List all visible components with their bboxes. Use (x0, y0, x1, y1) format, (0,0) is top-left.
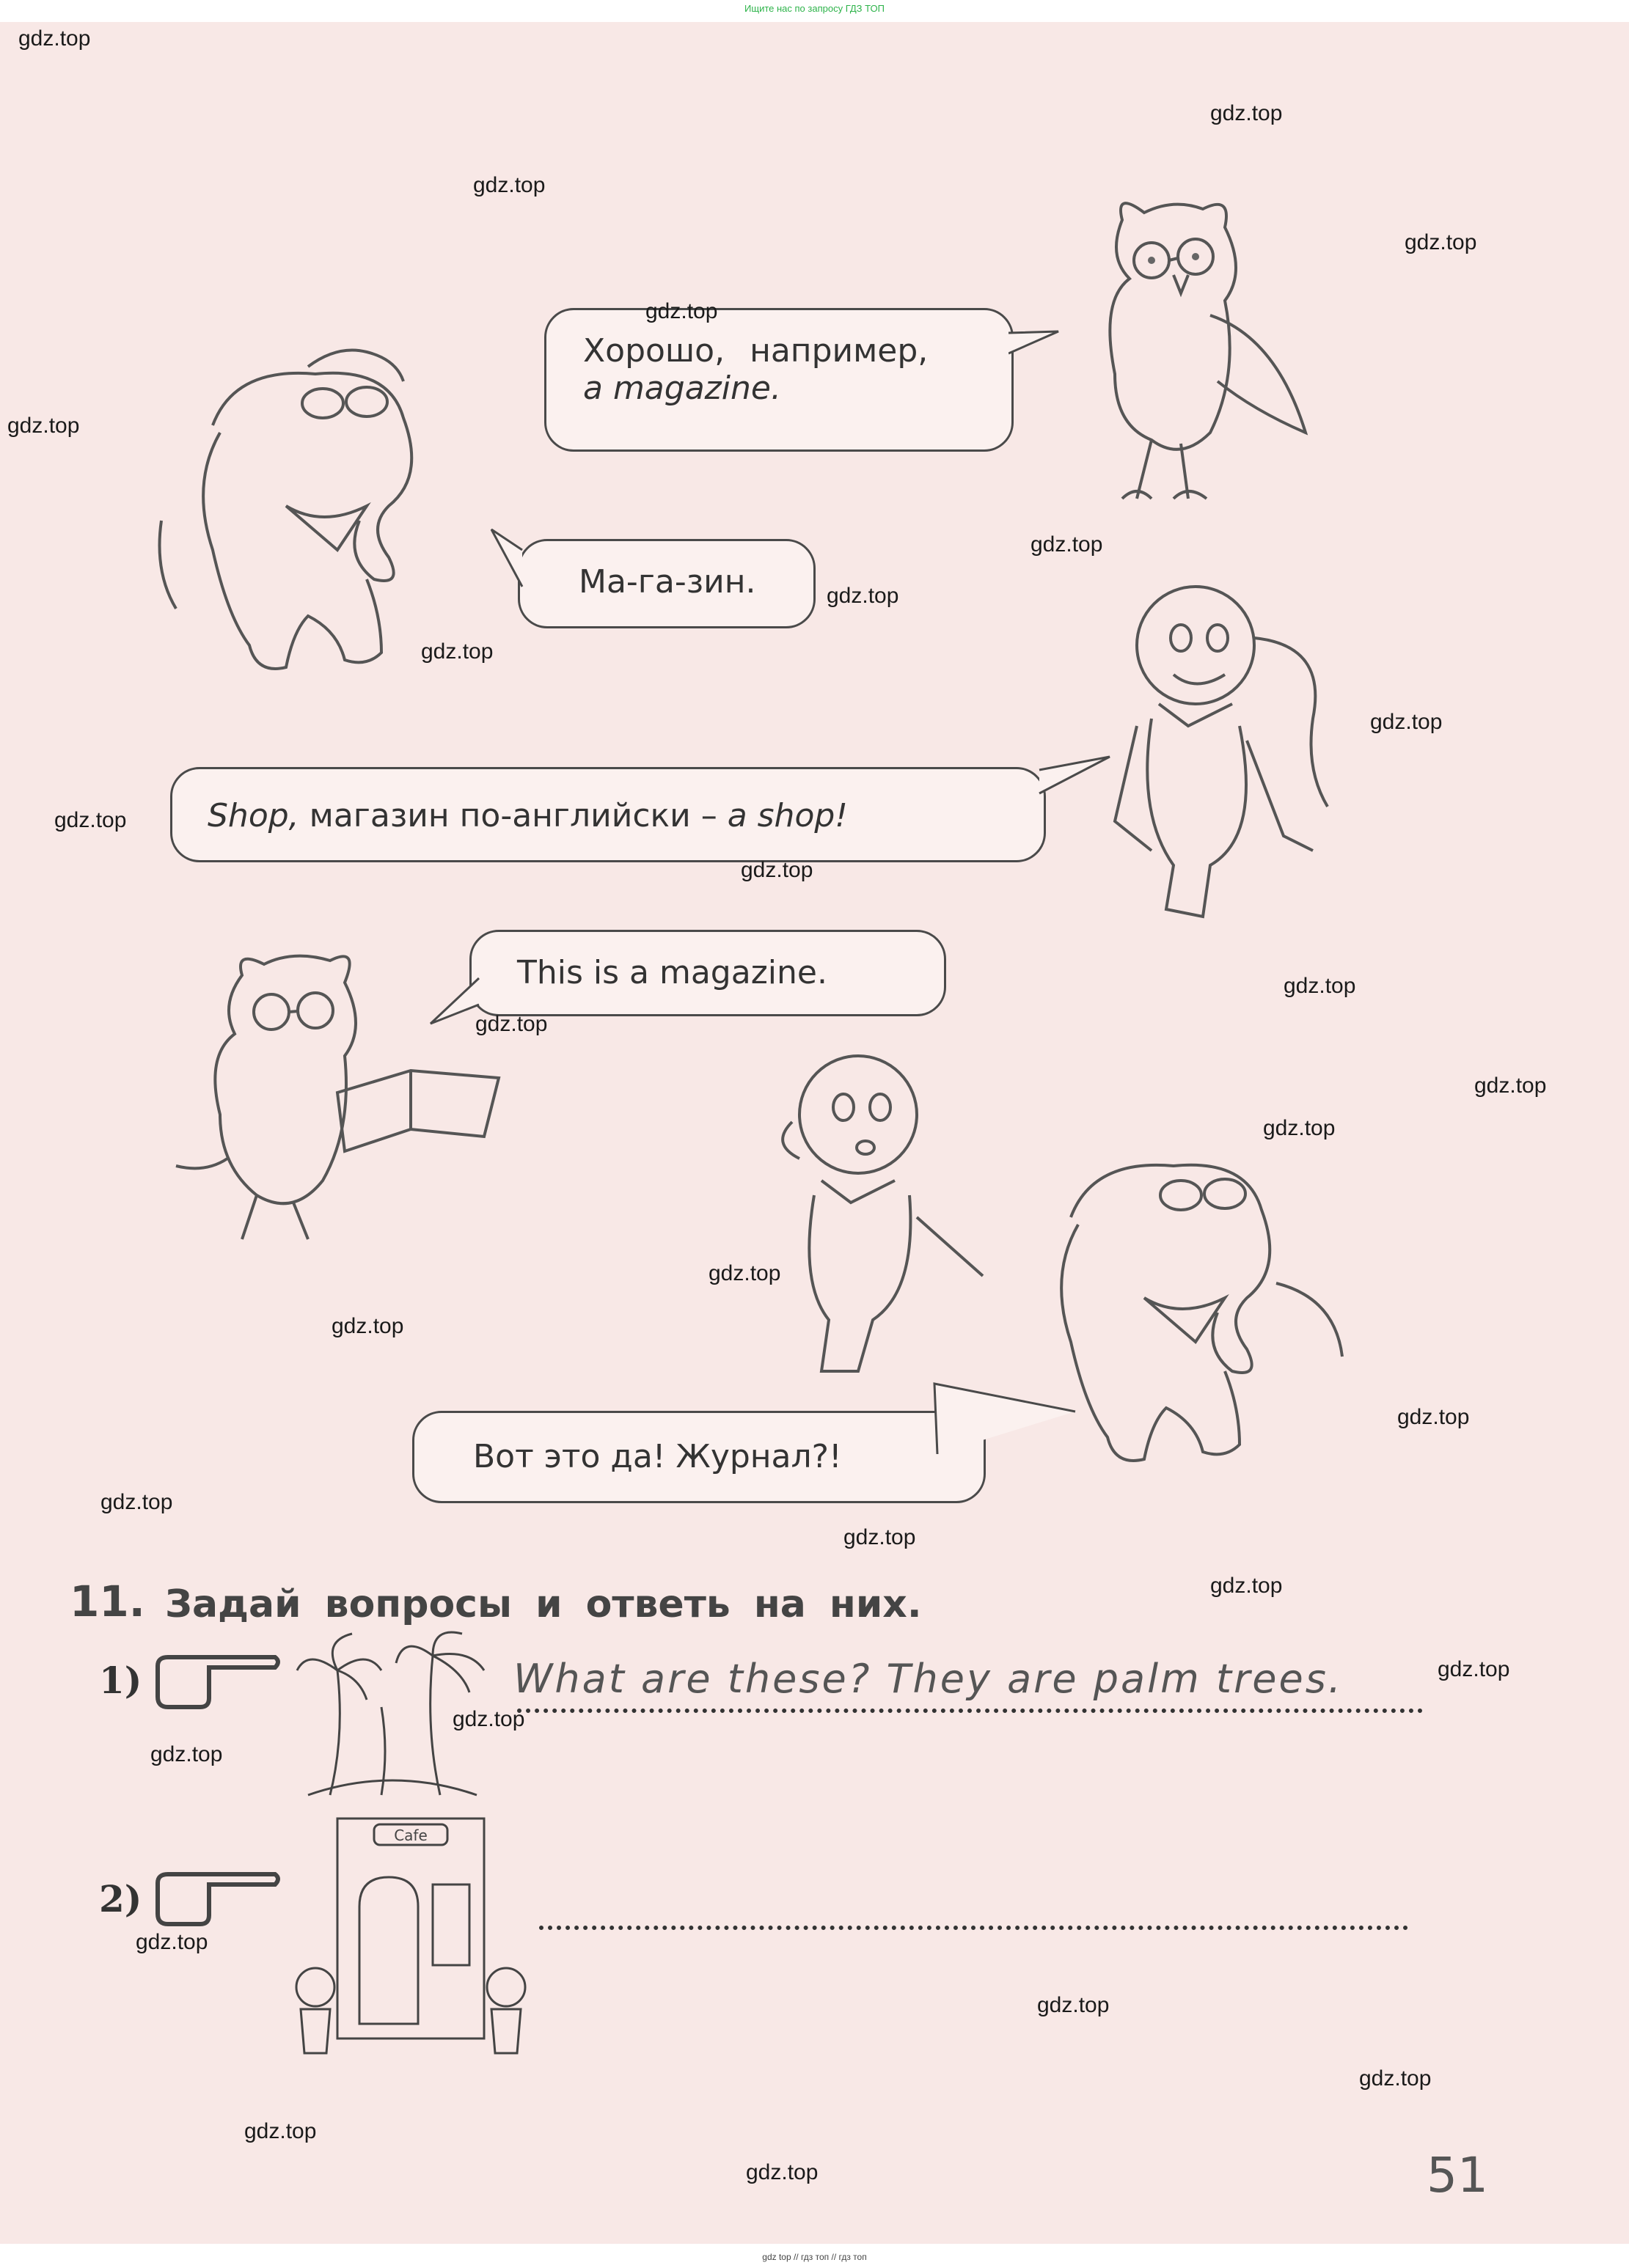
watermark: gdz.top (1405, 230, 1477, 254)
item-2-number: 2) (99, 1877, 142, 1920)
watermark: gdz.top (1210, 101, 1283, 125)
watermark: gdz.top (1438, 1657, 1510, 1681)
elephant-bubble-tail (490, 528, 524, 594)
monkey-line (208, 797, 1044, 834)
watermark: gdz.top (100, 1490, 173, 1514)
owl-book-speech-bubble (469, 930, 946, 1016)
elephant-speech-bubble (518, 539, 816, 628)
watermark: gdz.top (54, 808, 127, 832)
task-number: 11. (70, 1577, 145, 1626)
textbook-page (0, 22, 1629, 2244)
top-note: Ищите нас по запросу ГДЗ ТОП (744, 3, 885, 14)
watermark: gdz.top (7, 414, 80, 438)
owl-with-glasses-illustration (1071, 191, 1320, 543)
watermark: gdz.top (1263, 1116, 1336, 1140)
watermark: gdz.top (645, 299, 718, 323)
elephant-line: Ма-га-зин. (579, 563, 756, 601)
watermark: gdz.top (1397, 1405, 1470, 1429)
watermark: gdz.top (1031, 532, 1103, 557)
item-1-answer-line (517, 1709, 1423, 1713)
watermark: gdz.top (746, 2160, 819, 2184)
watermark: gdz.top (1210, 1574, 1283, 1598)
watermark: gdz.top (136, 1930, 208, 1954)
owl-bubble-tail (1008, 329, 1060, 358)
item-2-answer-line (539, 1926, 1408, 1930)
pointing-hand-icon (150, 1651, 282, 1710)
watermark: gdz.top (475, 1012, 548, 1036)
watermark: gdz.top (473, 173, 546, 197)
monkey-with-scarf-illustration (1093, 572, 1342, 953)
watermark: gdz.top (1474, 1074, 1547, 1098)
monkey-word-shop: Shop, (208, 797, 299, 834)
monkey-russian: магазин по-английски – (299, 797, 728, 834)
owl-speech-bubble (544, 308, 1014, 452)
monkey-word-a-shop: a shop! (727, 797, 848, 834)
surprise-speech-bubble (412, 1411, 986, 1503)
watermark: gdz.top (827, 584, 899, 608)
surprise-line: Вот это да! Журнал?! (473, 1438, 842, 1475)
monkey-bubble-tail (1038, 755, 1111, 799)
task-instruction: Задай вопросы и ответь на них. (165, 1582, 922, 1626)
owl-line-1: Хорошо, например, (583, 332, 929, 370)
watermark: gdz.top (150, 1742, 223, 1766)
watermark: gdz.top (453, 1707, 525, 1731)
pointing-hand-icon (150, 1868, 282, 1927)
cafe-picture (293, 1811, 528, 2060)
watermark: gdz.top (1370, 710, 1443, 734)
cafe-sign: Cafe (394, 1827, 428, 1844)
monkey-speech-bubble (170, 767, 1046, 862)
watermark: gdz.top (709, 1261, 781, 1285)
watermark: gdz.top (244, 2119, 317, 2143)
item-1-number: 1) (99, 1659, 142, 1702)
watermark: gdz.top (843, 1525, 916, 1549)
watermark: gdz.top (1284, 974, 1356, 998)
owl-book-line: This is a magazine. (517, 954, 827, 991)
watermark: gdz.top (332, 1314, 404, 1338)
page-number: 51 (1427, 2147, 1488, 2203)
watermark: gdz.top (1359, 2066, 1432, 2091)
owl-line-2: a magazine. (583, 370, 781, 407)
watermark: gdz.top (18, 26, 91, 51)
watermark: gdz.top (421, 639, 494, 664)
surprise-bubble-tail (931, 1382, 1078, 1456)
owl-reading-book-illustration (161, 946, 506, 1269)
watermark: gdz.top (1037, 1993, 1110, 2017)
monkey-surprised-illustration (741, 1027, 1020, 1408)
item-1-answer: What are these? They are palm trees. (513, 1656, 1344, 1702)
bottom-note: gdz top // гдз топ // гдз топ (762, 2252, 867, 2262)
watermark: gdz.top (741, 858, 813, 882)
